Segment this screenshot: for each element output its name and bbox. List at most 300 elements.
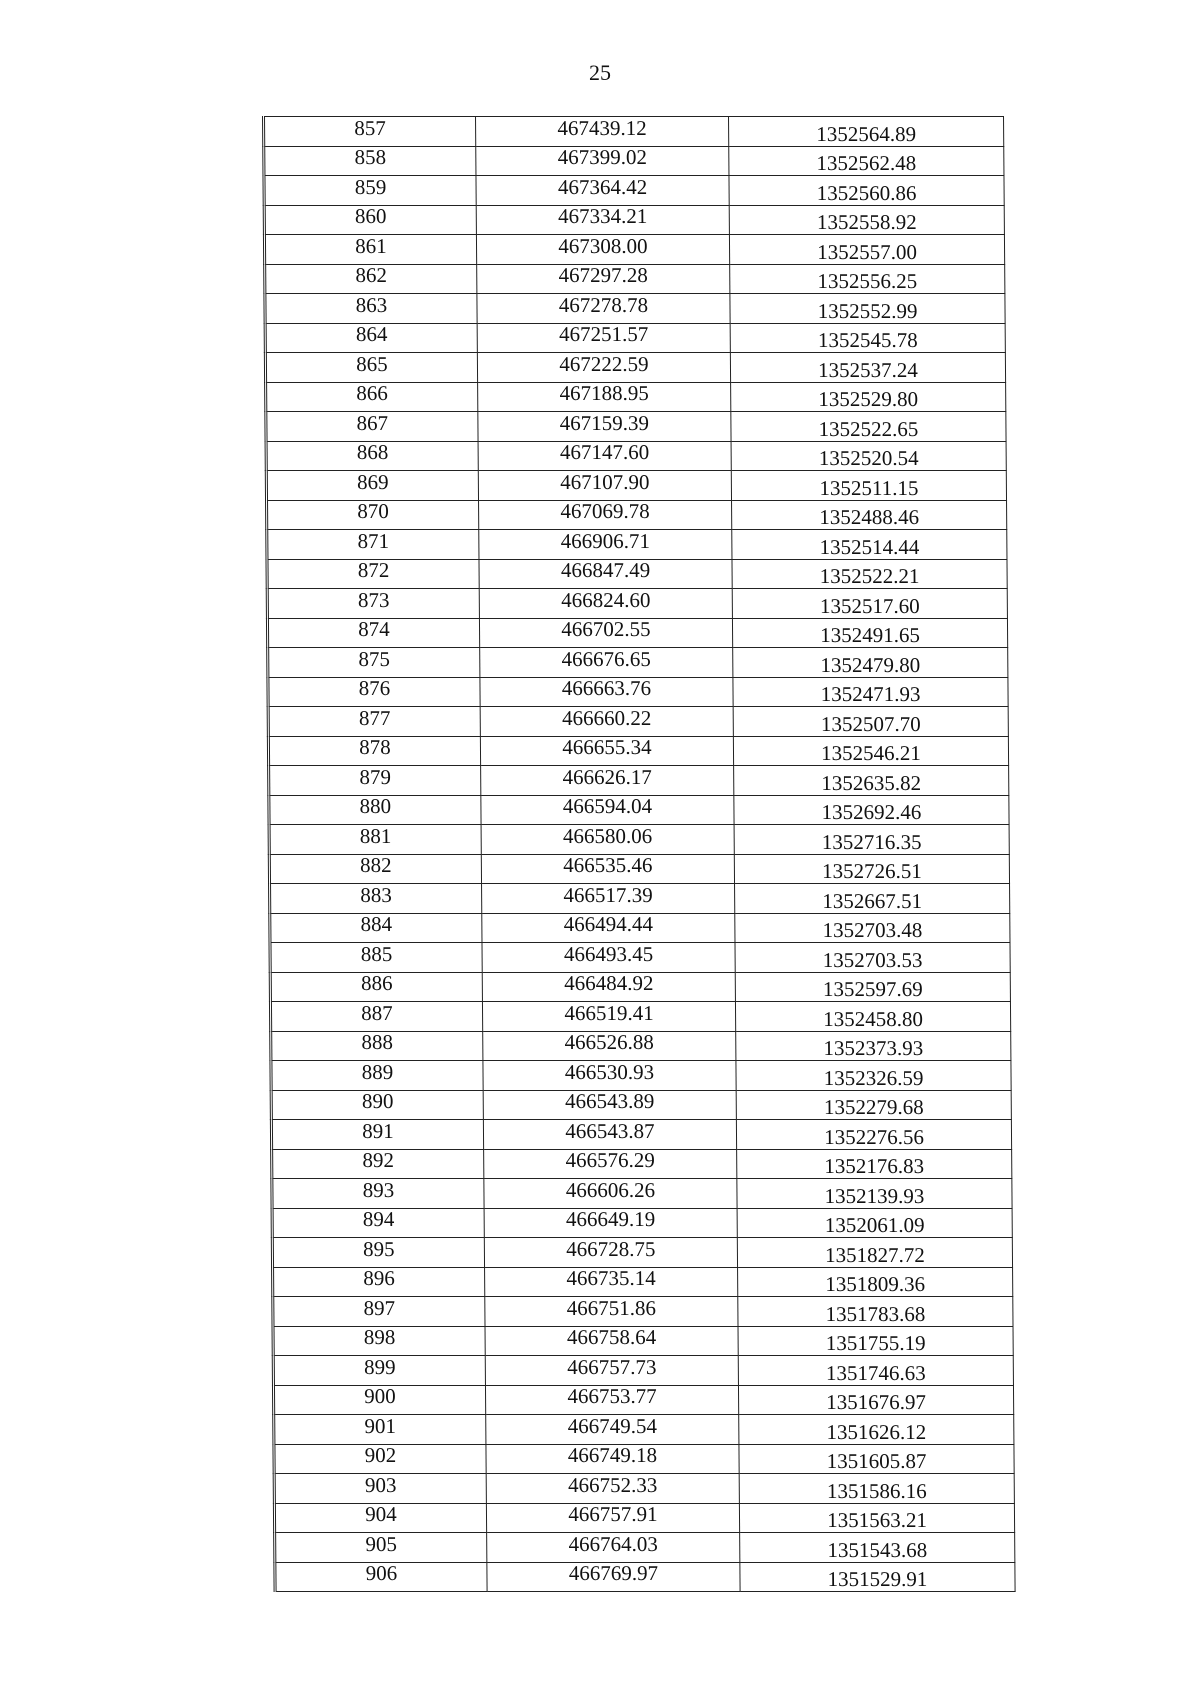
cell-value: 1352597.69 bbox=[822, 977, 923, 1002]
cell-value: 877 bbox=[358, 705, 391, 730]
cell-value: 887 bbox=[361, 1000, 393, 1025]
cell-value: 466757.91 bbox=[568, 1502, 658, 1527]
cell-value: 466649.19 bbox=[565, 1207, 656, 1232]
cell-value: 858 bbox=[354, 145, 387, 170]
cell-value: 1352635.82 bbox=[821, 770, 922, 795]
table-row bbox=[270, 1002, 1010, 1032]
y-coordinate-cell bbox=[729, 235, 1004, 265]
x-coordinate-cell bbox=[478, 500, 731, 530]
x-coordinate-cell bbox=[485, 1385, 738, 1415]
y-coordinate-cell bbox=[734, 825, 1009, 855]
y-coordinate-cell bbox=[737, 1179, 1012, 1209]
x-coordinate-cell bbox=[480, 736, 733, 766]
cell-value: 860 bbox=[354, 204, 387, 229]
point-number-cell bbox=[266, 412, 478, 442]
y-coordinate-cell bbox=[736, 1031, 1011, 1061]
table-row bbox=[265, 264, 1005, 294]
cell-value: 467334.21 bbox=[558, 204, 648, 229]
x-coordinate-cell bbox=[485, 1326, 738, 1356]
x-coordinate-cell bbox=[486, 1444, 739, 1474]
table-row bbox=[273, 1297, 1013, 1327]
cell-value: 467188.95 bbox=[559, 381, 649, 406]
cell-value: 466576.29 bbox=[565, 1148, 655, 1173]
table-row bbox=[270, 943, 1010, 973]
cell-value: 889 bbox=[361, 1059, 394, 1084]
y-coordinate-cell bbox=[729, 205, 1004, 235]
table-row bbox=[264, 146, 1004, 176]
table-row bbox=[272, 1238, 1012, 1268]
cell-value: 893 bbox=[362, 1177, 395, 1202]
x-coordinate-cell bbox=[482, 972, 735, 1002]
x-coordinate-cell bbox=[479, 530, 732, 560]
y-coordinate-cell bbox=[739, 1444, 1014, 1474]
table-row bbox=[264, 235, 1004, 265]
cell-value: 466484.92 bbox=[564, 971, 654, 996]
cell-value: 900 bbox=[364, 1384, 396, 1409]
table-row bbox=[266, 441, 1006, 471]
y-coordinate-cell bbox=[737, 1208, 1012, 1238]
cell-value: 1351586.16 bbox=[826, 1478, 927, 1503]
cell-value: 871 bbox=[357, 528, 390, 553]
cell-value: 1352692.46 bbox=[821, 800, 922, 825]
cell-value: 1352479.80 bbox=[820, 652, 921, 677]
cell-value: 1352326.59 bbox=[823, 1065, 924, 1090]
cell-value: 1352529.80 bbox=[818, 387, 919, 412]
x-coordinate-cell bbox=[477, 294, 730, 324]
cell-value: 892 bbox=[362, 1148, 394, 1173]
cell-value: 466543.87 bbox=[565, 1118, 655, 1143]
x-coordinate-cell bbox=[480, 648, 733, 678]
cell-value: 1352520.54 bbox=[818, 446, 919, 471]
x-coordinate-cell bbox=[477, 264, 730, 294]
cell-value: 1352276.56 bbox=[824, 1124, 924, 1149]
cell-value: 466663.76 bbox=[561, 676, 652, 701]
cell-value: 873 bbox=[357, 587, 390, 612]
cell-value: 466735.14 bbox=[566, 1266, 656, 1291]
table-row bbox=[274, 1444, 1014, 1474]
cell-value: 1352514.44 bbox=[819, 534, 920, 559]
cell-value: 466769.97 bbox=[568, 1561, 659, 1586]
cell-value: 891 bbox=[362, 1118, 394, 1143]
y-coordinate-cell bbox=[732, 530, 1007, 560]
cell-value: 863 bbox=[355, 292, 388, 317]
cell-value: 882 bbox=[359, 853, 392, 878]
x-coordinate-cell bbox=[486, 1415, 739, 1445]
x-coordinate-cell bbox=[480, 677, 733, 707]
cell-value: 467439.12 bbox=[557, 115, 647, 140]
cell-value: 466606.26 bbox=[565, 1177, 656, 1202]
point-number-cell bbox=[270, 943, 482, 973]
table-row bbox=[264, 205, 1004, 235]
y-coordinate-cell bbox=[735, 913, 1010, 943]
y-coordinate-cell bbox=[737, 1238, 1012, 1268]
x-coordinate-cell bbox=[478, 382, 731, 412]
page-number: 25 bbox=[589, 60, 611, 85]
y-coordinate-cell bbox=[735, 972, 1010, 1002]
x-coordinate-cell bbox=[485, 1297, 738, 1327]
coordinates-table bbox=[262, 116, 1016, 1592]
point-number-cell bbox=[275, 1533, 487, 1563]
y-coordinate-cell bbox=[734, 854, 1009, 884]
cell-value: 876 bbox=[358, 676, 391, 701]
x-coordinate-cell bbox=[484, 1208, 737, 1238]
table-row bbox=[271, 1090, 1011, 1120]
point-number-cell bbox=[266, 441, 478, 471]
y-coordinate-cell bbox=[730, 294, 1005, 324]
table-row bbox=[267, 559, 1007, 589]
point-number-cell bbox=[272, 1149, 484, 1179]
cell-value: 467308.00 bbox=[558, 233, 648, 258]
cell-value: 1352545.78 bbox=[817, 328, 918, 353]
x-coordinate-cell bbox=[486, 1503, 739, 1533]
cell-value: 862 bbox=[355, 263, 388, 288]
x-coordinate-cell bbox=[479, 618, 732, 648]
cell-value: 1352546.21 bbox=[821, 741, 921, 766]
x-coordinate-cell bbox=[476, 205, 729, 235]
point-number-cell bbox=[274, 1444, 486, 1474]
table-row bbox=[274, 1503, 1014, 1533]
table-row bbox=[269, 825, 1009, 855]
x-coordinate-cell bbox=[486, 1474, 739, 1504]
x-coordinate-cell bbox=[480, 707, 733, 737]
table-row bbox=[275, 1533, 1015, 1563]
cell-value: 1352522.65 bbox=[818, 416, 919, 441]
point-number-cell bbox=[273, 1385, 485, 1415]
cell-value: 1351809.36 bbox=[825, 1272, 926, 1297]
table-row bbox=[273, 1356, 1013, 1386]
x-coordinate-cell bbox=[478, 441, 731, 471]
point-number-cell bbox=[274, 1415, 486, 1445]
cell-value: 894 bbox=[362, 1207, 395, 1232]
cell-value: 1352139.93 bbox=[824, 1183, 925, 1208]
table-row bbox=[265, 353, 1005, 383]
cell-value: 467278.78 bbox=[558, 292, 649, 317]
cell-value: 467251.57 bbox=[558, 322, 649, 347]
cell-value: 467297.28 bbox=[558, 263, 648, 288]
point-number-cell bbox=[271, 1120, 483, 1150]
cell-value: 875 bbox=[358, 646, 391, 671]
cell-value: 1352556.25 bbox=[817, 269, 918, 294]
point-number-cell bbox=[268, 677, 480, 707]
cell-value: 878 bbox=[359, 735, 391, 760]
cell-value: 466753.77 bbox=[567, 1384, 657, 1409]
cell-value: 890 bbox=[361, 1089, 394, 1114]
point-number-cell bbox=[266, 471, 478, 501]
table-row bbox=[267, 618, 1007, 648]
cell-value: 1352562.48 bbox=[816, 151, 917, 176]
table-row bbox=[272, 1179, 1012, 1209]
table-row bbox=[267, 530, 1007, 560]
cell-value: 466847.49 bbox=[560, 558, 651, 583]
y-coordinate-cell bbox=[736, 1090, 1011, 1120]
cell-value: 466530.93 bbox=[564, 1059, 655, 1084]
table-row bbox=[269, 795, 1009, 825]
cell-value: 885 bbox=[360, 941, 393, 966]
point-number-cell bbox=[272, 1179, 484, 1209]
cell-value: 466728.75 bbox=[566, 1236, 656, 1261]
table-row bbox=[271, 1031, 1011, 1061]
cell-value: 883 bbox=[360, 882, 392, 907]
cell-value: 1352703.48 bbox=[822, 918, 923, 943]
cell-value: 867 bbox=[356, 410, 389, 435]
cell-value: 466535.46 bbox=[563, 853, 653, 878]
cell-value: 466626.17 bbox=[562, 764, 652, 789]
point-number-cell bbox=[267, 589, 479, 619]
x-coordinate-cell bbox=[484, 1267, 737, 1297]
point-number-cell bbox=[265, 264, 477, 294]
cell-value: 466517.39 bbox=[563, 882, 653, 907]
x-coordinate-cell bbox=[481, 825, 734, 855]
y-coordinate-cell bbox=[738, 1356, 1013, 1386]
y-coordinate-cell bbox=[729, 117, 1004, 147]
cell-value: 870 bbox=[357, 499, 389, 524]
table-row bbox=[272, 1208, 1012, 1238]
point-number-cell bbox=[264, 235, 476, 265]
x-coordinate-cell bbox=[484, 1149, 737, 1179]
cell-value: 884 bbox=[360, 912, 393, 937]
x-coordinate-cell bbox=[478, 412, 731, 442]
x-coordinate-cell bbox=[485, 1356, 738, 1386]
cell-value: 1351543.68 bbox=[827, 1537, 928, 1562]
cell-value: 1352279.68 bbox=[823, 1095, 924, 1120]
point-number-cell bbox=[269, 795, 481, 825]
cell-value: 874 bbox=[358, 617, 390, 642]
x-coordinate-cell bbox=[476, 176, 729, 206]
cell-value: 895 bbox=[363, 1236, 395, 1261]
x-coordinate-cell bbox=[484, 1238, 737, 1268]
table-row bbox=[267, 500, 1007, 530]
table-row bbox=[268, 677, 1008, 707]
point-number-cell bbox=[270, 913, 482, 943]
table-row bbox=[265, 294, 1005, 324]
cell-value: 466824.60 bbox=[561, 587, 651, 612]
cell-value: 466749.54 bbox=[567, 1413, 657, 1438]
point-number-cell bbox=[265, 294, 477, 324]
cell-value: 1351746.63 bbox=[825, 1360, 926, 1385]
x-coordinate-cell bbox=[483, 1120, 736, 1150]
y-coordinate-cell bbox=[737, 1149, 1012, 1179]
point-number-cell bbox=[271, 1090, 483, 1120]
cell-value: 1351827.72 bbox=[824, 1242, 925, 1267]
point-number-cell bbox=[265, 353, 477, 383]
cell-value: 881 bbox=[359, 823, 392, 848]
point-number-cell bbox=[273, 1297, 485, 1327]
cell-value: 466757.73 bbox=[567, 1354, 657, 1379]
y-coordinate-cell bbox=[730, 353, 1005, 383]
cell-value: 1352558.92 bbox=[816, 210, 917, 235]
point-number-cell bbox=[274, 1474, 486, 1504]
x-coordinate-cell bbox=[476, 146, 729, 176]
table-row bbox=[275, 1562, 1015, 1592]
cell-value: 467069.78 bbox=[560, 499, 650, 524]
table-row bbox=[270, 884, 1010, 914]
cell-value: 467147.60 bbox=[559, 440, 650, 465]
table-row bbox=[266, 412, 1006, 442]
table-row bbox=[273, 1267, 1013, 1297]
cell-value: 1352552.99 bbox=[817, 298, 918, 323]
cell-value: 896 bbox=[363, 1266, 395, 1291]
y-coordinate-cell bbox=[731, 471, 1006, 501]
cell-value: 868 bbox=[356, 440, 389, 465]
cell-value: 904 bbox=[365, 1502, 397, 1527]
cell-value: 1352517.60 bbox=[819, 593, 920, 618]
cell-value: 466764.03 bbox=[568, 1531, 658, 1556]
y-coordinate-cell bbox=[739, 1415, 1014, 1445]
point-number-cell bbox=[270, 1002, 482, 1032]
y-coordinate-cell bbox=[733, 736, 1008, 766]
table-row bbox=[273, 1326, 1013, 1356]
cell-value: 906 bbox=[365, 1561, 398, 1586]
cell-value: 467399.02 bbox=[557, 145, 648, 170]
x-coordinate-cell bbox=[479, 589, 732, 619]
y-coordinate-cell bbox=[732, 500, 1007, 530]
cell-value: 467364.42 bbox=[557, 174, 648, 199]
table-row bbox=[268, 707, 1008, 737]
point-number-cell bbox=[264, 176, 476, 206]
x-coordinate-cell bbox=[477, 323, 730, 353]
table-row bbox=[264, 117, 1004, 147]
point-number-cell bbox=[270, 884, 482, 914]
point-number-cell bbox=[264, 146, 476, 176]
table-row bbox=[271, 1061, 1011, 1091]
point-number-cell bbox=[272, 1238, 484, 1268]
table-row bbox=[274, 1415, 1014, 1445]
cell-value: 1352061.09 bbox=[824, 1213, 925, 1238]
point-number-cell bbox=[264, 205, 476, 235]
y-coordinate-cell bbox=[739, 1503, 1014, 1533]
cell-value: 901 bbox=[364, 1413, 397, 1438]
table-row bbox=[270, 972, 1010, 1002]
point-number-cell bbox=[267, 530, 479, 560]
x-coordinate-cell bbox=[482, 1002, 735, 1032]
point-number-cell bbox=[267, 500, 479, 530]
point-number-cell bbox=[271, 1061, 483, 1091]
cell-value: 866 bbox=[356, 381, 388, 406]
point-number-cell bbox=[273, 1356, 485, 1386]
cell-value: 466543.89 bbox=[564, 1089, 655, 1114]
cell-value: 466702.55 bbox=[561, 617, 651, 642]
point-number-cell bbox=[269, 766, 481, 796]
table-row bbox=[268, 648, 1008, 678]
cell-value: 859 bbox=[354, 174, 387, 199]
point-number-cell bbox=[266, 382, 478, 412]
cell-value: 903 bbox=[364, 1472, 397, 1497]
cell-value: 466580.06 bbox=[562, 823, 653, 848]
y-coordinate-cell bbox=[735, 884, 1010, 914]
coordinates-table-body bbox=[264, 117, 1016, 1592]
y-coordinate-cell bbox=[730, 323, 1005, 353]
cell-value: 899 bbox=[363, 1354, 396, 1379]
cell-value: 466676.65 bbox=[561, 646, 651, 671]
cell-value: 1352716.35 bbox=[821, 829, 922, 854]
cell-value: 1352667.51 bbox=[822, 888, 923, 913]
cell-value: 1351605.87 bbox=[826, 1449, 927, 1474]
cell-value: 466526.88 bbox=[564, 1030, 654, 1055]
point-number-cell bbox=[267, 618, 479, 648]
cell-value: 902 bbox=[364, 1443, 397, 1468]
x-coordinate-cell bbox=[481, 766, 734, 796]
point-number-cell bbox=[269, 825, 481, 855]
cell-value: 1352537.24 bbox=[818, 357, 918, 382]
cell-value: 1352488.46 bbox=[819, 505, 920, 530]
y-coordinate-cell bbox=[731, 382, 1006, 412]
x-coordinate-cell bbox=[477, 353, 730, 383]
y-coordinate-cell bbox=[738, 1326, 1013, 1356]
table-row bbox=[268, 736, 1008, 766]
cell-value: 1352511.15 bbox=[819, 475, 919, 500]
cell-value: 1352726.51 bbox=[821, 859, 922, 884]
point-number-cell bbox=[268, 736, 480, 766]
x-coordinate-cell bbox=[487, 1562, 740, 1592]
cell-value: 1352507.70 bbox=[820, 711, 921, 736]
x-coordinate-cell bbox=[483, 1090, 736, 1120]
cell-value: 1352373.93 bbox=[823, 1036, 924, 1061]
cell-value: 1352176.83 bbox=[824, 1154, 925, 1179]
cell-value: 1352557.00 bbox=[817, 239, 918, 264]
table-row bbox=[266, 382, 1006, 412]
point-number-cell bbox=[269, 854, 481, 884]
cell-value: 869 bbox=[356, 469, 389, 494]
x-coordinate-cell bbox=[481, 795, 734, 825]
cell-value: 898 bbox=[363, 1325, 396, 1350]
cell-value: 865 bbox=[356, 351, 388, 376]
x-coordinate-cell bbox=[483, 1031, 736, 1061]
y-coordinate-cell bbox=[735, 943, 1010, 973]
y-coordinate-cell bbox=[740, 1533, 1015, 1563]
table-row bbox=[267, 589, 1007, 619]
table-row bbox=[264, 176, 1004, 206]
table-row bbox=[271, 1120, 1011, 1150]
y-coordinate-cell bbox=[730, 264, 1005, 294]
x-coordinate-cell bbox=[478, 471, 731, 501]
x-coordinate-cell bbox=[481, 884, 734, 914]
cell-value: 1352560.86 bbox=[816, 180, 917, 205]
point-number-cell bbox=[273, 1326, 485, 1356]
y-coordinate-cell bbox=[732, 589, 1007, 619]
cell-value: 864 bbox=[355, 322, 388, 347]
cell-value: 905 bbox=[365, 1531, 398, 1556]
table-row bbox=[274, 1474, 1014, 1504]
y-coordinate-cell bbox=[732, 618, 1007, 648]
table-row bbox=[269, 766, 1009, 796]
x-coordinate-cell bbox=[479, 559, 732, 589]
table-row bbox=[273, 1385, 1013, 1415]
y-coordinate-cell bbox=[733, 648, 1008, 678]
cell-value: 1352491.65 bbox=[820, 623, 921, 648]
cell-value: 1351529.91 bbox=[827, 1567, 928, 1592]
y-coordinate-cell bbox=[736, 1120, 1011, 1150]
cell-value: 466494.44 bbox=[563, 912, 654, 937]
table-row bbox=[272, 1149, 1012, 1179]
table-row bbox=[266, 471, 1006, 501]
y-coordinate-cell bbox=[738, 1297, 1013, 1327]
y-coordinate-cell bbox=[736, 1061, 1011, 1091]
point-number-cell bbox=[273, 1267, 485, 1297]
cell-value: 466758.64 bbox=[566, 1325, 657, 1350]
y-coordinate-cell bbox=[729, 176, 1004, 206]
point-number-cell bbox=[265, 323, 477, 353]
cell-value: 1352522.21 bbox=[819, 564, 920, 589]
cell-value: 467107.90 bbox=[560, 469, 650, 494]
x-coordinate-cell bbox=[482, 913, 735, 943]
cell-value: 466519.41 bbox=[564, 1000, 654, 1025]
point-number-cell bbox=[272, 1208, 484, 1238]
x-coordinate-cell bbox=[484, 1179, 737, 1209]
point-number-cell bbox=[274, 1503, 486, 1533]
cell-value: 466660.22 bbox=[561, 705, 652, 730]
point-number-cell bbox=[270, 972, 482, 1002]
cell-value: 861 bbox=[355, 233, 387, 258]
